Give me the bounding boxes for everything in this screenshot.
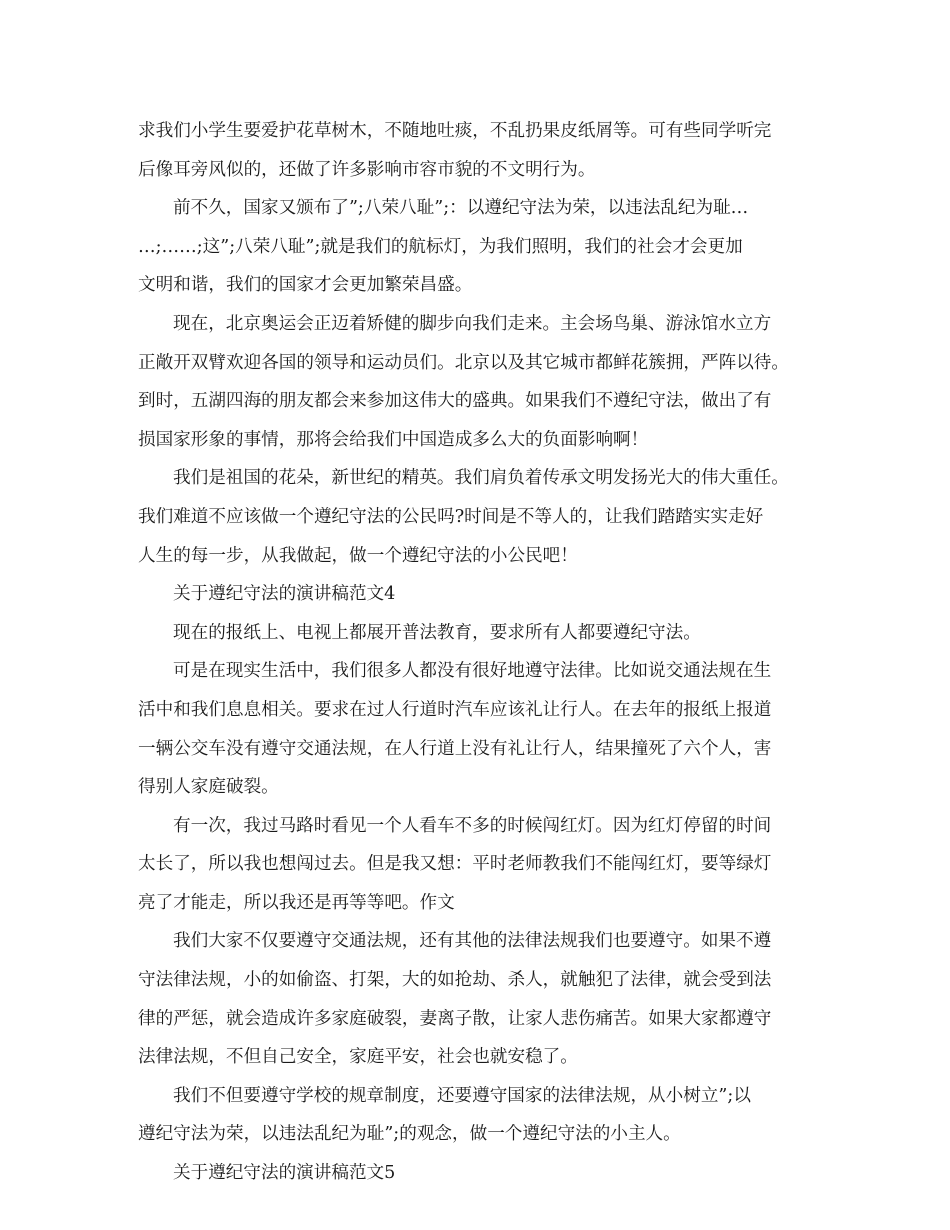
text-line: 守法律法规，小的如偷盗、打架，大的如抢劫、杀人，就触犯了法律，就会受到法 xyxy=(138,970,772,991)
text-line: 后像耳旁风似的，还做了许多影响市容市貌的不文明行为。 xyxy=(138,159,596,180)
text-line: 正敞开双臂欢迎各国的领导和运动员们。北京以及其它城市都鲜花簇拥，严阵以待。 xyxy=(138,352,789,373)
text-line: 现在的报纸上、电视上都展开普法教育，要求所有人都要遵纪守法。 xyxy=(173,622,701,643)
text-line: 一辆公交车没有遵守交通法规，在人行道上没有礼让行人，结果撞死了六个人，害 xyxy=(138,738,772,759)
text-line: 可是在现实生活中，我们很多人都没有很好地遵守法律。比如说交通法规在生 xyxy=(173,661,772,682)
text-line: 文明和谐，我们的国家才会更加繁荣昌盛。 xyxy=(138,275,473,296)
text-line: 我们难道不应该做一个遵纪守法的公民吗?时间是不等人的，让我们踏踏实实走好 xyxy=(138,506,764,527)
text-line: 太长了，所以我也想闯过去。但是我又想：平时老师教我们不能闯红灯，要等绿灯 xyxy=(138,854,772,875)
text-line: 我们不但要遵守学校的规章制度，还要遵守国家的法律法规，从小树立”;以 xyxy=(173,1085,751,1106)
text-line: 现在，北京奥运会正迈着矫健的脚步向我们走来。主会场鸟巢、游泳馆水立方 xyxy=(173,313,772,334)
section-heading: 关于遵纪守法的演讲稿范文4 xyxy=(173,584,396,605)
text-line: 有一次，我过马路时看见一个人看车不多的时候闯红灯。因为红灯停留的时间 xyxy=(173,815,772,836)
text-line: 遵纪守法为荣，以违法乱纪为耻”;的观念，做一个遵纪守法的小主人。 xyxy=(138,1124,681,1145)
text-line: 前不久，国家又颁布了”;八荣八耻”;：以遵纪守法为荣，以违法乱纪为耻… xyxy=(173,198,749,219)
text-line: 到时，五湖四海的朋友都会来参加这伟大的盛典。如果我们不遵纪守法，做出了有 xyxy=(138,391,772,412)
text-line: 求我们小学生要爱护花草树木，不随地吐痰，不乱扔果皮纸屑等。可有些同学听完 xyxy=(138,121,772,141)
section-heading: 关于遵纪守法的演讲稿范文5 xyxy=(173,1163,396,1184)
document-body xyxy=(138,112,818,1193)
text-line: 我们大家不仅要遵守交通法规，还有其他的法律法规我们也要遵守。如果不遵 xyxy=(173,931,772,952)
text-line: 损国家形象的事情，那将会给我们中国造成多么大的负面影响啊！ xyxy=(138,429,649,450)
text-line: 亮了才能走，所以我还是再等等吧。作文 xyxy=(138,892,455,913)
text-line: 活中和我们息息相关。要求在过人行道时汽车应该礼让行人。在去年的报纸上报道 xyxy=(138,699,772,720)
text-line: 人生的每一步，从我做起，做一个遵纪守法的小公民吧！ xyxy=(138,545,578,566)
text-line: 法律法规，不但自己安全，家庭平安，社会也就安稳了。 xyxy=(138,1047,578,1068)
text-line: 律的严惩，就会造成许多家庭破裂，妻离子散，让家人悲伤痛苦。如果大家都遵守 xyxy=(138,1008,772,1029)
text-line: …;……;这”;八荣八耻”;就是我们的航标灯，为我们照明，我们的社会才会更加 xyxy=(138,236,743,257)
text-line: 我们是祖国的花朵，新世纪的精英。我们肩负着传承文明发扬光大的伟大重任。 xyxy=(173,468,789,489)
text-line: 得别人家庭破裂。 xyxy=(138,777,279,798)
